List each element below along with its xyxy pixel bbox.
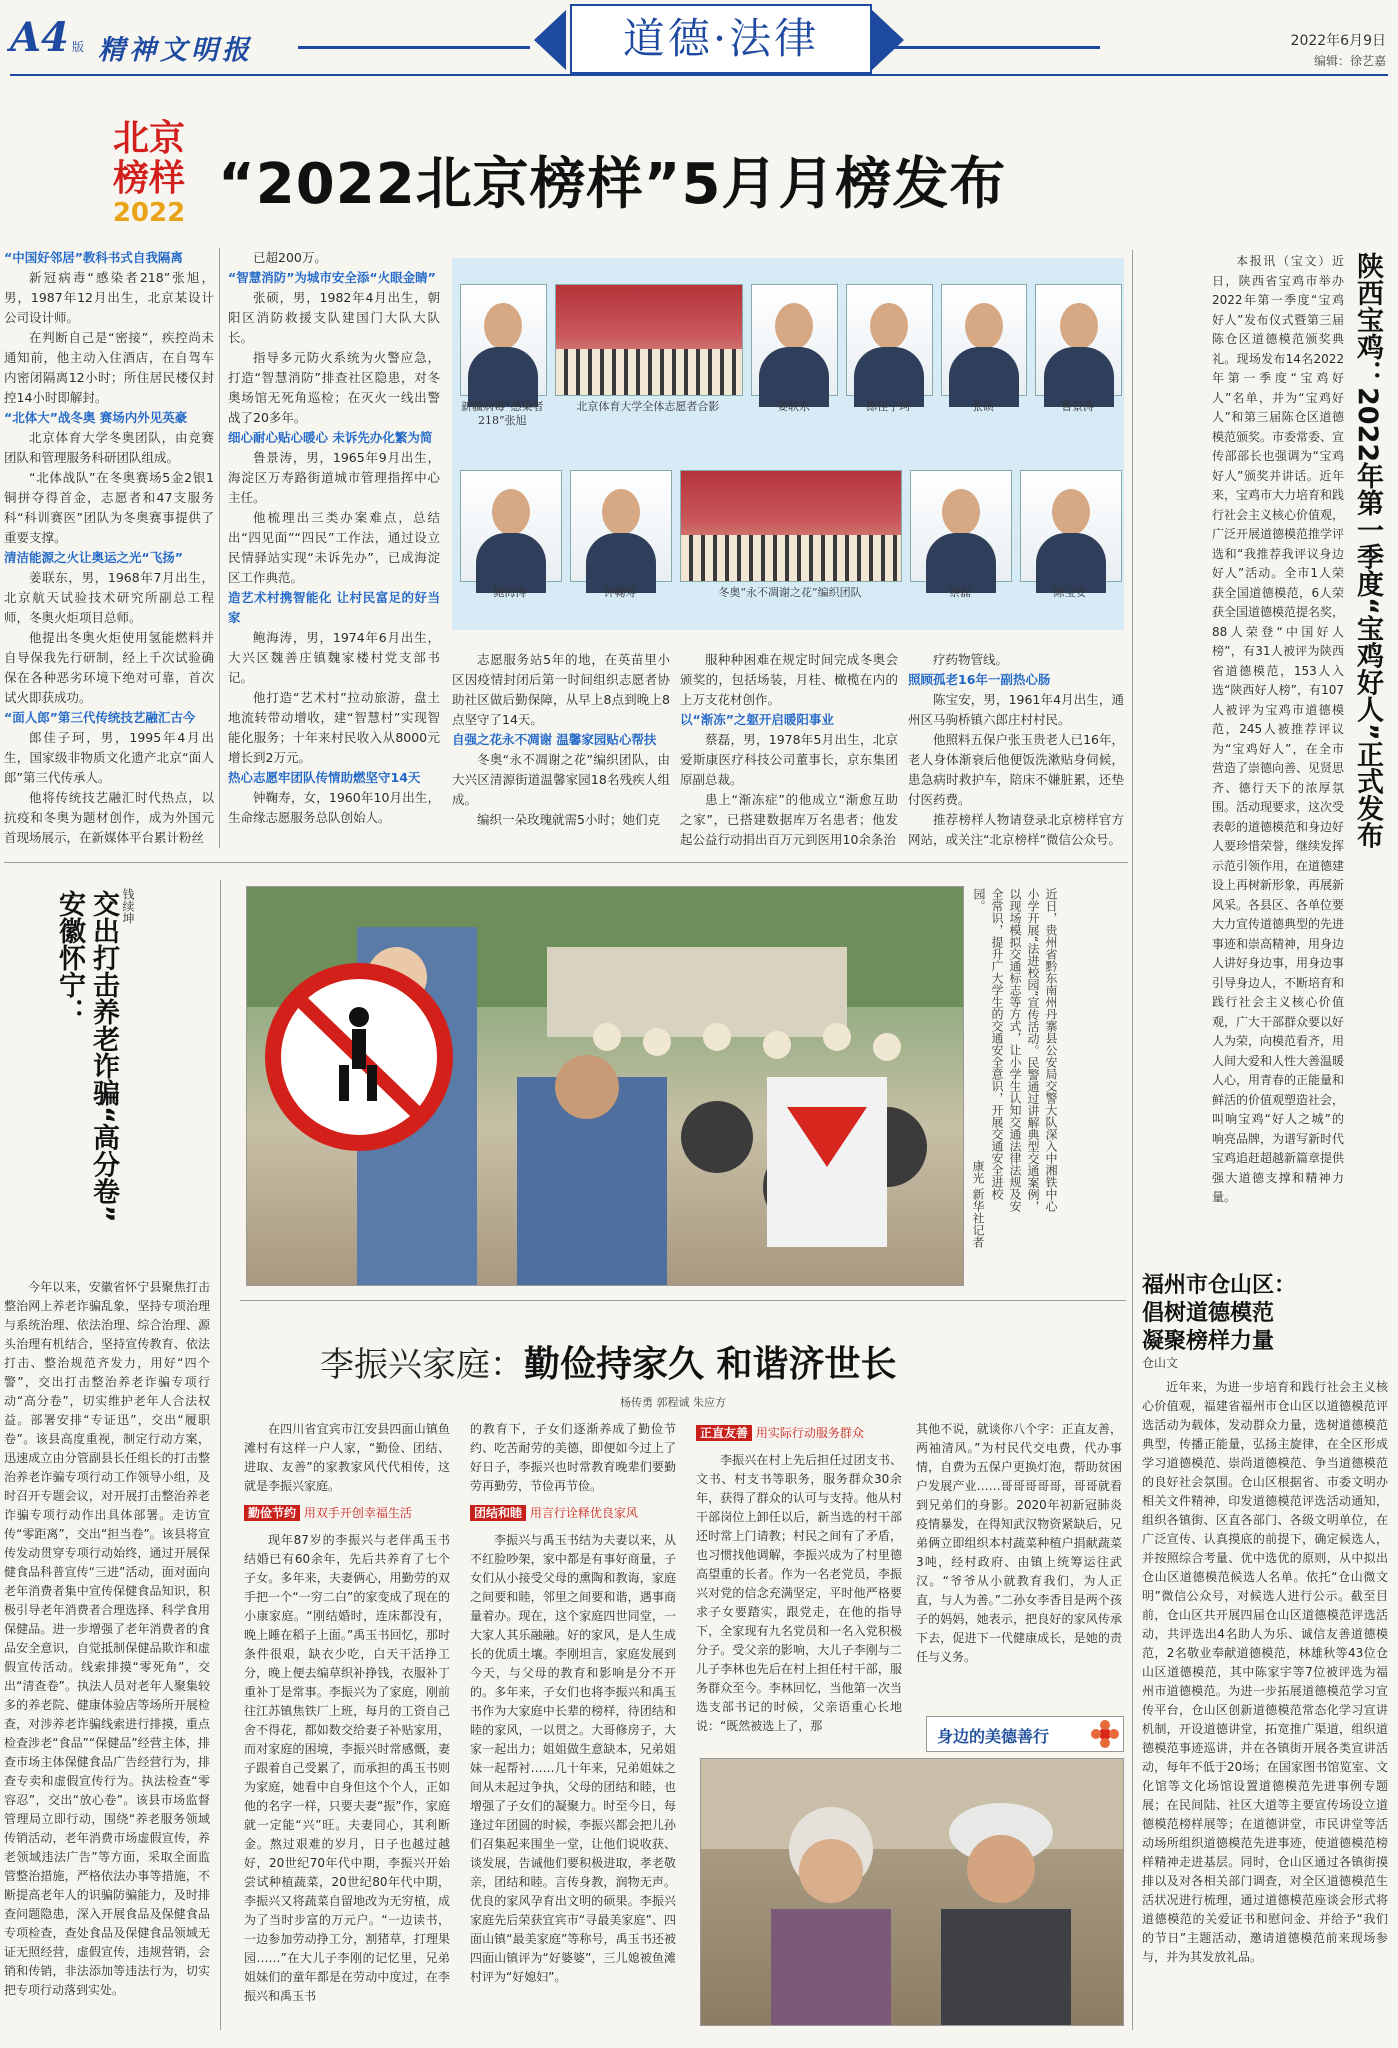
paragraph: 他提出冬奥火炬使用氢能燃料并自导保我先行研制，经上千次试验确保在各种恶劣环境下绝对可靠，首次试火即获成功。 (4, 630, 214, 705)
paragraph: 患上“渐冻症”的他成立“渐愈互助之家”，已搭建数据库万名患者；他发起公益行动捐出百万元到医用10余条治 (680, 792, 898, 847)
sec3-tag: 正直友善 (696, 1425, 752, 1441)
lizx-top-rule (240, 1300, 1126, 1301)
sec2-tag: 团结和睦 (470, 1505, 526, 1521)
paragraph: 他梳理出三类办案难点，总结出“四见面”“四民”工作法，通过设立民情驿站实现“未诉先办”，已成海淀区工作典范。 (228, 510, 440, 585)
flower-icon (1091, 1720, 1119, 1748)
editor-credit: 编辑：徐艺嘉 (1313, 54, 1386, 68)
photo-image (460, 284, 547, 396)
paragraph: 张硕，男，1982年4月出生，朝阳区消防救援支队建国门大队大队长。 (228, 290, 440, 345)
paragraph: 鲁景涛，男，1965年9月出生，海淀区万寿路街道城市管理指挥中心主任。 (228, 450, 440, 505)
lizx-sec3-heading (696, 1424, 902, 1443)
portrait-photo (460, 470, 560, 620)
lizx-col2-body: 的教育下，子女们逐渐养成了勤俭节约、吃苦耐劳的美德，即便如今过上了好日子，李振兴也时常教育晚辈们要勤劳再勤劳，节俭再节俭。 (470, 1422, 676, 1493)
beijing-bangyang-logo (104, 118, 194, 234)
paragraph: 疗药物管线。 (933, 652, 1009, 667)
section-bar-left (298, 46, 530, 49)
lizx-headline (320, 1336, 897, 1387)
fuzhou-body: 近年来，为进一步培育和践行社会主义核心价值观，福建省福州市仓山区以道德模范评选活动为载体，发动群众力量，选树道德模范典型，传播正能量，弘扬主旋律，在全区形成学习道德模范、崇尚道德模范、争当道德模范的良好社会氛围。仓山区根据省、市委文明办相关文件精神，印发道德模范评选活动通知，组织各镇街、区直各部门、各级文明单位，在广泛宣传、认真摸底的前提下，确定候选人，并按照综合考量、优中选优的原则，从中拟出仓山区道德模范候选人名单。依托“仓山微文明”微信公众号，对候选人进行公示。截至目前，仓山区共开展四届仓山区道德模范评选活动，共评选出4名助人为乐、诚信友善道德模范，2名敬业奉献道德模范，林雄秋等43位仓山区道德模范，其中陈家宇等7位被评选为福州市道德模范。为进一步拓展道德模范学习宣传平台，仓山区创新道德模范常态化学习宣讲机制，开设道德讲堂，拓宽推广渠道，组织道德模范事迹巡讲，并在各镇街开展各类宣讲活动，每年不低于20场；在国家图书馆览室、文化馆等文化场馆设置道德模范先进事例专题展；在民间陆、社区大道等主要宣传场设立道德模范榜样展等；在道德讲堂，市民讲堂等活动场所组织道德模范先进事迹，使道德模范榜样精神走进基层。同时，仓山区通过各镇街摸排以及对各相关部门调查，对全区道德模范生活状况进行梳理，通过道德模范座谈会形式将道德模范的关爱证书和慰问金、并给予“我们的节日”主题活动，邀请道德模范前来现场参与，并为其发放礼品。 (1142, 1380, 1388, 1964)
subheading: “北体大”战冬奥 赛场内外见英豪 (4, 410, 188, 425)
photo-caption: 陈宝安 (1053, 586, 1087, 599)
paragraph: 他打造“艺术村”拉动旅游，盘土地流转带动增收，建“智慧村”实现智能化服务；十年来村民收入从8000元增长到2万元。 (228, 690, 440, 765)
paragraph: 新冠病毒“感染者218”张旭，男，1987年12月出生，北京某设计公司设计师。 (4, 270, 214, 325)
paragraph: 蔡磊，男，1978年5月出生，北京爱斯康医疗科技公司董事长，京东集团原副总裁。 (680, 732, 898, 787)
fuzhou-title-1: 福州市仓山区： (1142, 1273, 1297, 1298)
page-number: A4 (10, 14, 69, 61)
photo-image (555, 284, 743, 396)
lizx-col-1 (244, 1420, 450, 2028)
anhui-body: 今年以来，安徽省怀宁县聚焦打击整治网上养老诈骗乱象，坚持专项治理与系统治理、依法治理、综合治理、源头治理有机结合，坚持宣传教育、依法打击、整治规范齐发力，用好“四个警”，交出打击整治养老诈骗专项行动“高分卷”，切实维护老年人合法权益。部署安排“专证迅”，交出“履职卷”。该县高度重视，制定行动方案，迅速成立由分管副县长任组长的打击整治养老诈骗专项行动工作领导小组，及时召开专题会议，对开展打击整治养老诈骗专项行动作出具体部署。走访宣传“零距离”，交出“担当卷”。该县将宣传发动贯穿专项行动始终，通过开展保健食品科普宣传“三进”活动，面对面向老年消费者集中宣传保健食品知识，积极引导老年消费者合理选择、科学食用保健品。进一步增强了老年消费者的食品安全意识，自觉抵制保健品欺诈和虚假宣传活动。线索排摸“零死角”，交出“清查卷”。执法人员对老年人聚集较多的养老院、健康体验店等场所开展检查，对涉养老诈骗线索进行排摸，重点检查涉老“食品”“保健品”经营主体，排查市场主体保健食品广告经营行为，排查专卖和虚假宣传行为。执法检查“零容忍”，交出“放心卷”。该县市场监督管理局立即行动，围绕“养老服务领域传销活动，老年消费市场虚假宣传，养老领域违法广告”等方面，采取全面监管整治措施，严格依法办事等措施，不断提高老年人的识骗防骗能力，及时排查问题隐患，深入开展食品及保健食品专项检查，查处食品及保健食品领域无证无照经营，虚假宣传，违规营销，会销和传销，非法添加等违法行为，切实把专项行动落到实处。 (4, 1280, 210, 1997)
traffic-photo-caption: 近日，贵州省黔东南州丹寨县公安局交警大队深入中湘铁中心小学开展“法进校园”宣传活动。民警通过讲解典型交通案例，以现场模拟交通标志等方式，让小学生认知交通法律法规及安全常识，提升广大学生的交通安全意识，开展交通安全进校园。 (972, 888, 1058, 1213)
lizx-col4-body: 其他不说，就谈你八个字：正直友善，两袖清风。”为村民代交电费，代办事情，自费为五保户更换灯泡，帮助贫困户发展产业……哥哥哥哥哥，哥哥就看到兄弟们的身影。2020年初新冠肺炎疫情暴发，在得知武汉物资紧缺后，兄弟俩立即组织本村蔬菜种植户捐献蔬菜3吨，经村政府、由镇上统筹运往武汉。“爷爷从小就教育我们，为人正直，与人为善。”二孙女李香目是两个孩子的妈妈，她表示，把良好的家风传承下去，促进下一代健康成长，是她的责任与义务。 (916, 1422, 1122, 1664)
logo-line1: 北京 (112, 117, 185, 159)
traffic-scene-illustration (247, 887, 963, 1285)
beijing-col-1 (4, 248, 214, 852)
subheading: “中国好邻居”教科书式自我隔离 (4, 250, 183, 265)
lizx-byline: 杨传勇 郭程诚 朱应方 (620, 1396, 726, 1409)
beijing-photos-row1 (460, 284, 1120, 427)
photo-caption: 鲍海涛 (493, 586, 527, 599)
lizx-headline-a: 李振兴家庭： (320, 1345, 524, 1385)
photo-caption: 鲁景涛 (1061, 400, 1095, 413)
beijing-col-2 (228, 248, 440, 852)
lizx-intro: 在四川省宜宾市江安县四面山镇鱼滩村有这样一户人家，“勤俭、团结、进取、友善”的家教家风代代相传，这就是李振兴家庭。 (244, 1422, 450, 1493)
section-right-arrow-icon (868, 6, 908, 74)
baoji-title: 陕西宝鸡：2022年第一季度“宝鸡好人”正式发布 (1352, 252, 1383, 849)
photo-image (460, 470, 562, 582)
portrait-photo (460, 284, 545, 427)
logo-line2: 榜样 (112, 157, 185, 199)
portrait-photo (1035, 284, 1120, 424)
masthead-rule (10, 74, 1388, 76)
beijing-col-5 (908, 650, 1124, 852)
photo-caption: 冬奥“永不凋谢之花”编织团队 (718, 586, 862, 599)
main-headline: “2022北京榜样”5月月榜发布 (218, 152, 1007, 217)
elder-couple-illustration (701, 1759, 1123, 2025)
paragraph: 姜联东，男，1968年7月出生，北京航天试验技术研究所副总工程师，冬奥火炬项目总师。 (4, 570, 214, 625)
col-divider (219, 248, 220, 848)
lizx-col3-body: 李振兴在村上先后担任过团支书、文书、村支书等职务，服务群众30余年，获得了群众的认可与支持。他从村干部岗位上卸任以后，新当选的村干部还时常上门请教；村民之间有了矛盾，也习惯找他调解，李振兴成为了村里德高望重的长者。作为一名老党员，李振兴对党的信念充满坚定，平时他严格要求子女要踏实，跟党走，在他的指导下，全家现有九名党员和一名入党积极分子。受父亲的影响，大儿子李刚与二儿子李林也先后在村上担任村干部，服务群众至今。李林回忆，当他第一次当选支部书记的时候，父亲语重心长地说：“既然被选上了，那 (696, 1453, 902, 1733)
paragraph: 志愿服务站5年的地，在英苗里小区因疫情封闭后第一时间组织志愿者协助社区做后勤保障，从早上8点到晚上8点坚守了14天。 (452, 652, 670, 727)
photo-image (680, 470, 902, 582)
elder-couple-photo (700, 1758, 1124, 2026)
anhui-title-b: 交出打击养老诈骗“高分卷” (88, 890, 119, 1223)
section-left-arrow-icon (530, 6, 570, 74)
lizx-headline-b: 勤俭持家久 和谐济世长 (524, 1344, 897, 1385)
paragraph: 陈宝安，男，1961年4月出生，通州区马驹桥镇六郎庄村村民。 (908, 692, 1124, 727)
paragraph: 冬奥“永不凋谢之花”编织团队，由大兴区清源街道温馨家园18名残疾人组成。 (452, 752, 670, 807)
lizx-sec1-heading (244, 1504, 450, 1523)
subheading: “面人郎”第三代传统技艺融汇古今 (4, 710, 196, 725)
photo-caption: 钟鞠寿 (603, 586, 637, 599)
photo-image (751, 284, 838, 396)
masthead (0, 0, 1398, 78)
fuzhou-author: 仓山文 (1142, 1356, 1179, 1370)
traffic-photo-credit: 康光 新华社记者 (971, 1160, 985, 1248)
beijing-col-3 (452, 650, 670, 852)
portrait-photo (846, 284, 931, 424)
photo-image (910, 470, 1012, 582)
paragraph: 北京体育大学冬奥团队，由竞赛团队和管理服务科研团队组成。 (4, 430, 214, 465)
logo-year: 2022 (112, 198, 186, 228)
paragraph: 推荐榜样人物请登录北京榜样官方网站，或关注“北京榜样”微信公众号。 (908, 812, 1124, 847)
sec2-sub: 用言行诠释优良家风 (529, 1506, 638, 1520)
photo-caption: 蔡磊 (949, 586, 971, 599)
subheading: 细心耐心贴心暖心 未诉先办化繁为简 (228, 430, 433, 445)
lizx-col1-body: 现年87岁的李振兴与老伴禹玉书结婚已有60余年，先后共养育了七个子女。多年来，夫妻俩心，用勤劳的双手把一个“一穷二白”的家变成了现在的小康家庭。“刚结婚时，连床都没有，晚上睡在稻子上面。”禹玉书回忆，那时条件很艰，缺衣少吃，白天干活挣工分，晚上便去编草织补挣钱，衣服补丁重补丁是常事。李振兴为了家庭，刚前往江苏镇焦铁厂上班，每月的工资自己舍不得花，都如数交给妻子补贴家用，而对家庭的困境，李振兴时常感慨，妻子跟着自己受累了，而承担的禹玉书则为家庭，她看中自身但这个个人，正如他的名字一样，只要夫妻“振”作，家庭就一定能“兴”旺。夫妻同心，其利断金。熬过艰难的岁月，日子也越过越好，20世纪70年代中期，李振兴开始尝试种植蔬菜，20世纪80年代中期，李振兴又将蔬菜自留地改为无穷植，成为了当时步富的万元户。“一边读书，一边参加劳动挣工分，割猪草，打理果园……”在大儿子李刚的记忆里，兄弟姐妹们的童年都是在劳动中度过，在李振兴和禹玉书 (244, 1533, 450, 2003)
photo-caption: 姜联东 (776, 400, 810, 413)
lizx-col2-body2: 李振兴与禹玉书结为夫妻以来，从不红脸吵架，家中都是有事好商量，子女们从小接受父母的熏陶和教诲，家庭之间要和睦，邻里之间要和谐，遇事商量着办。现在，这个家庭四世同堂，一大家人其乐融融。好的家风，是人生成长的优质土壤。李刚坦言，家庭发展到今天，与父母的教育和影响是分不开的。多年来，子女们也将李振兴和禹玉书作为大家庭中长辈的榜样，待团结和睦的家风，一以贯之。大哥修房子，大家一起出力；姐姐做生意缺本，兄弟姐妹一起帮衬……几十年来，兄弟姐妹之间从未起过争执，父母的团结和睦，也增强了子女们的凝聚力。时至今日，每逢过年团圆的时候，李振兴都会把儿孙们召集起来围坐一堂，让他们说收获、谈发展，告诫他们要积极进取，孝老敬亲，团结和睦。言传身教，润物无声。优良的家风孕育出文明的硕果。李振兴家庭先后荣获宜宾市“寻最美家庭”、四面山镇“最美家庭”等称号，禹玉书还被四面山镇评为“好婆婆”，三儿媳被鱼滩村评为“好媳妇”。 (470, 1533, 676, 1984)
paper-name: 精神文明报 (98, 35, 253, 66)
subheading: 清洁能源之火让奥运之光“飞扬” (4, 550, 183, 565)
portrait-photo (1020, 470, 1120, 620)
subheading: 以“渐冻”之躯开启暖阳事业 (680, 712, 834, 727)
sec1-sub: 用双手开创幸福生活 (303, 1506, 412, 1520)
subheading: 照顾孤老16年一副热心肠 (908, 672, 1051, 687)
right-column-divider (1132, 250, 1133, 2030)
portrait-photo (751, 284, 836, 424)
paragraph: 指导多元防火系统为火警应急，打造“智慧消防”排查社区隐患，对冬奥场馆无死角巡检；在灭火一线出警战了20多年。 (228, 350, 440, 425)
photo-image (1020, 470, 1122, 582)
subheading: 热心志愿牢团队传情助燃坚守14天 (228, 770, 421, 785)
paragraph: “北体战队”在冬奥赛场5金2银1铜拼夺得首金，志愿者和47支服务科“科训赛医”团队为冬奥赛事提供了重要支撑。 (4, 470, 214, 545)
paragraph: 他将传统技艺融汇时代热点，以抗疫和冬奥为题材创作，成为外国元首现场展示，在新媒体平台累计粉丝 (4, 790, 214, 845)
subheading: 造艺术村携智能化 让村民富足的好当家 (228, 590, 440, 625)
virtue-box-label (926, 1716, 1124, 1752)
lizx-col-4 (916, 1420, 1122, 1720)
page-suffix: 版 (72, 40, 85, 54)
beijing-bottom-rule (4, 862, 1128, 863)
photo-image (570, 470, 672, 582)
sec3-sub: 用实际行动服务群众 (755, 1426, 864, 1440)
paragraph: 编织一朵玫瑰就需5小时；她们克 (477, 812, 660, 827)
paragraph: 钟鞠寿，女，1960年10月出生，生命缘志愿服务总队创始人。 (228, 790, 440, 825)
anhui-author: 钱续坤 (121, 888, 135, 924)
sec1-tag: 勤俭节约 (244, 1505, 300, 1521)
portrait-photo (941, 284, 1026, 424)
fuzhou-title-3: 凝聚榜样力量 (1142, 1329, 1275, 1354)
baoji-body: 本报讯（宝文）近日，陕西省宝鸡市举办2022年第一季度“宝鸡好人”发布仪式暨第三届陈仓区道德模范颁奖典礼。现场发布14名2022年第一季度“宝鸡好人”名单，并为“宝鸡好人”和第三届陈仓区道德模范颁奖。市委常委、宣传部部长也强调为“宝鸡好人”颁奖并讲话。近年来，宝鸡市大力培育和践行社会主义核心价值观，广泛开展道德模范推学评选和“我推荐我评议身边好人”活动。全市1人荣获全国道德模范，6人荣获全国道德模范提名奖，88人荣登“中国好人榜”，有31人被评为陕西省道德模范，153人入选“陕西好人榜”，有107人被评为宝鸡市道德模范，245人被推荐评议为“宝鸡好人”，在全市营造了崇德向善、见贤思齐、德行天下的浓厚氛围。活动现要求，这次受表彰的道德模范和身边好人要珍惜荣誉，继续发挥示范引领作用，在道德建设上再树新形象，再展新风采。各县区、各单位要大力宣传道德典型的先进事迹和崇高精神，用身边人讲好身边事，用身边事引导身边人，不断培育和践行社会主义核心价值观，广大干部群众要以好人为荣，向模范看齐，用人间大爱和人性大善温暖人心，用青春的正能量和鲜活的价值观塑造社会，叫响宝鸡“好人之城”的响亮品牌，为谱写新时代宝鸡追赶超越新篇章提供强大道德支撑和精神力量。 (1212, 254, 1345, 1204)
paragraph: 鲍海涛，男，1974年6月出生，大兴区魏善庄镇魏家楼村党支部书记。 (228, 630, 440, 685)
beijing-photos-row2 (460, 470, 1120, 620)
fuzhou-title-2: 倡树道德模范 (1142, 1301, 1275, 1326)
group-photo (680, 470, 900, 620)
photo-caption: 新疆病毒“感染者218”张旭 (461, 400, 544, 427)
anhui-divider (220, 880, 221, 2030)
photo-image (846, 284, 933, 396)
baoji-body-cont (1140, 1012, 1386, 1122)
portrait-photo (570, 470, 670, 620)
group-photo (555, 284, 741, 424)
photo-caption: 郎佳子珂 (866, 400, 911, 413)
portrait-photo (910, 470, 1010, 620)
anhui-title-a: 安徽怀宁： (54, 890, 85, 1025)
beijing-col-4 (680, 650, 898, 852)
photo-image (1035, 284, 1122, 396)
paragraph: 在判断自己是“密接”，疾控尚未通知前，他主动入住酒店，在自驾车内密闭隔离12小时；所住居民楼仅封控14小时即解封。 (4, 330, 214, 405)
virtue-box-text: 身边的美德善行 (937, 1727, 1050, 1746)
issue-date: 2022年6月9日 (1290, 33, 1386, 49)
traffic-safety-photo (246, 886, 964, 1286)
subheading: “智慧消防”为城市安全添“火眼金睛” (228, 270, 436, 285)
paragraph: 服种种困难在规定时间完成冬奥会颁奖的，包括场装，月桂、橄榄在内的上万支花材创作。 (680, 652, 898, 707)
paragraph: 郎佳子珂，男，1995年4月出生，国家级非物质文化遗产北京“面人郎”第三代传承人。 (4, 730, 214, 785)
photo-image (941, 284, 1028, 396)
subheading: 自强之花永不凋谢 温馨家园贴心帮扶 (452, 732, 657, 747)
lizx-sec2-heading (470, 1504, 676, 1523)
paragraph: 他照料五保户张玉贵老人已16年，老人身体渐衰后他便饭洗漱贴身伺候，患急病时救护车，陪床不嫌脏累，还垫付医药费。 (908, 732, 1124, 807)
paragraph: 已超200万。 (253, 250, 327, 265)
photo-caption: 北京体育大学全体志愿者合影 (576, 400, 720, 413)
lizx-col-2 (470, 1420, 676, 2028)
section-title: 道德·法律 (570, 4, 872, 74)
photo-caption: 张硕 (971, 400, 994, 413)
lizx-col-3 (696, 1420, 902, 1733)
elder-photo-caption (700, 2028, 701, 2029)
